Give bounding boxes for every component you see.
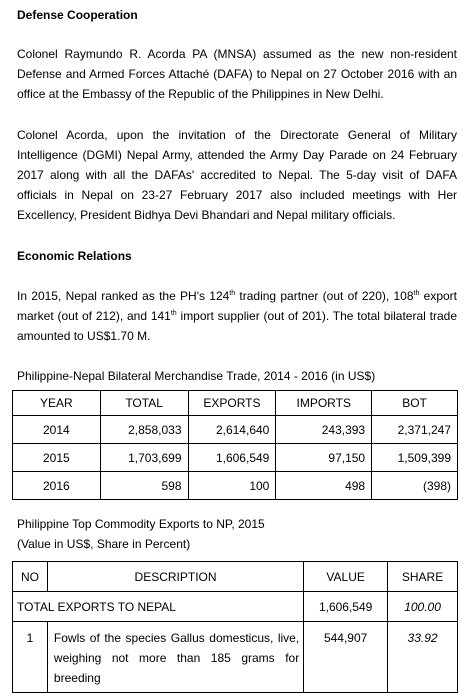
economic-heading: Economic Relations [17, 249, 132, 263]
trade-table-caption: Philippine-Nepal Bilateral Merchandise Trade, 2014 - 2016 (in US$) [17, 369, 376, 383]
table-row [13, 622, 458, 693]
table-cell: 97,150 [276, 444, 372, 472]
defense-heading: Defense Cooperation [17, 8, 138, 22]
table-row [13, 472, 458, 500]
table-row [13, 416, 458, 444]
table-cell: 2014 [13, 416, 101, 444]
column-header: DESCRIPTION [47, 562, 303, 592]
table-cell: Fowls of the species Gallus domesticus, live, weighing not more than 185 grams for breeding [47, 622, 303, 693]
commodity-table [12, 561, 458, 693]
table-cell: 1,703,699 [100, 444, 188, 472]
column-header: IMPORTS [276, 391, 372, 416]
commodity-caption-line-1: Philippine Top Commodity Exports to NP, 2015 [17, 517, 265, 531]
column-header: TOTAL [100, 391, 188, 416]
commodity-caption-line-2: (Value in US$, Share in Percent) [17, 537, 191, 551]
column-header: YEAR [13, 391, 101, 416]
table-cell: 243,393 [276, 416, 372, 444]
table-cell: 1,606,549 [188, 444, 276, 472]
table-cell: 2,614,640 [188, 416, 276, 444]
table-cell: 498 [276, 472, 372, 500]
table-row [13, 444, 458, 472]
table-cell: 2,858,033 [100, 416, 188, 444]
table-cell: 2,371,247 [372, 416, 458, 444]
table-cell: (398) [372, 472, 458, 500]
total-value: 1,606,549 [304, 592, 388, 622]
total-share: 100.00 [388, 592, 458, 622]
economic-paragraph: In 2015, Nepal ranked as the PH's 124th trading partner (out of 220), 108th export market (out of 212), and 141th import supplier (out of 201). The total bilateral trade amounted to US$1.70 M. [17, 289, 457, 343]
column-header: SHARE [388, 562, 458, 592]
table-cell: 1 [13, 622, 48, 693]
table-cell: 33.92 [388, 622, 458, 693]
column-header: NO [13, 562, 48, 592]
column-header: EXPORTS [188, 391, 276, 416]
commodity-table-caption [17, 514, 265, 554]
column-header: VALUE [304, 562, 388, 592]
table-cell: 2015 [13, 444, 101, 472]
table-header-row [13, 391, 458, 416]
defense-paragraph-1: Colonel Raymundo R. Acorda PA (MNSA) assumed as the new non-resident Defense and Armed Forces Attaché (DAFA) to Nepal on 27 October 2016 with an office at the Embassy of the Republic of the Philippines in New Delhi. [17, 47, 457, 101]
total-row [13, 592, 458, 622]
total-label: TOTAL EXPORTS TO NEPAL [13, 592, 304, 622]
table-cell: 544,907 [304, 622, 388, 693]
defense-paragraph-2: Colonel Acorda, upon the invitation of the Directorate General of Military Intelligence (DGMI) Nepal Army, attended the Army Day Parade on 24 February 2017 along with all the DAFAs' accredited to Nepal. The 5-day visit of DAFA officials in Nepal on 23-27 February 2017 also included meetings with Her Excellency, President Bidhya Devi Bhandari and Nepal military officials. [17, 128, 457, 222]
table-cell: 2016 [13, 472, 101, 500]
column-header: BOT [372, 391, 458, 416]
table-cell: 1,509,399 [372, 444, 458, 472]
table-cell: 598 [100, 472, 188, 500]
table-header-row [13, 562, 458, 592]
trade-table [12, 390, 458, 500]
table-cell: 100 [188, 472, 276, 500]
